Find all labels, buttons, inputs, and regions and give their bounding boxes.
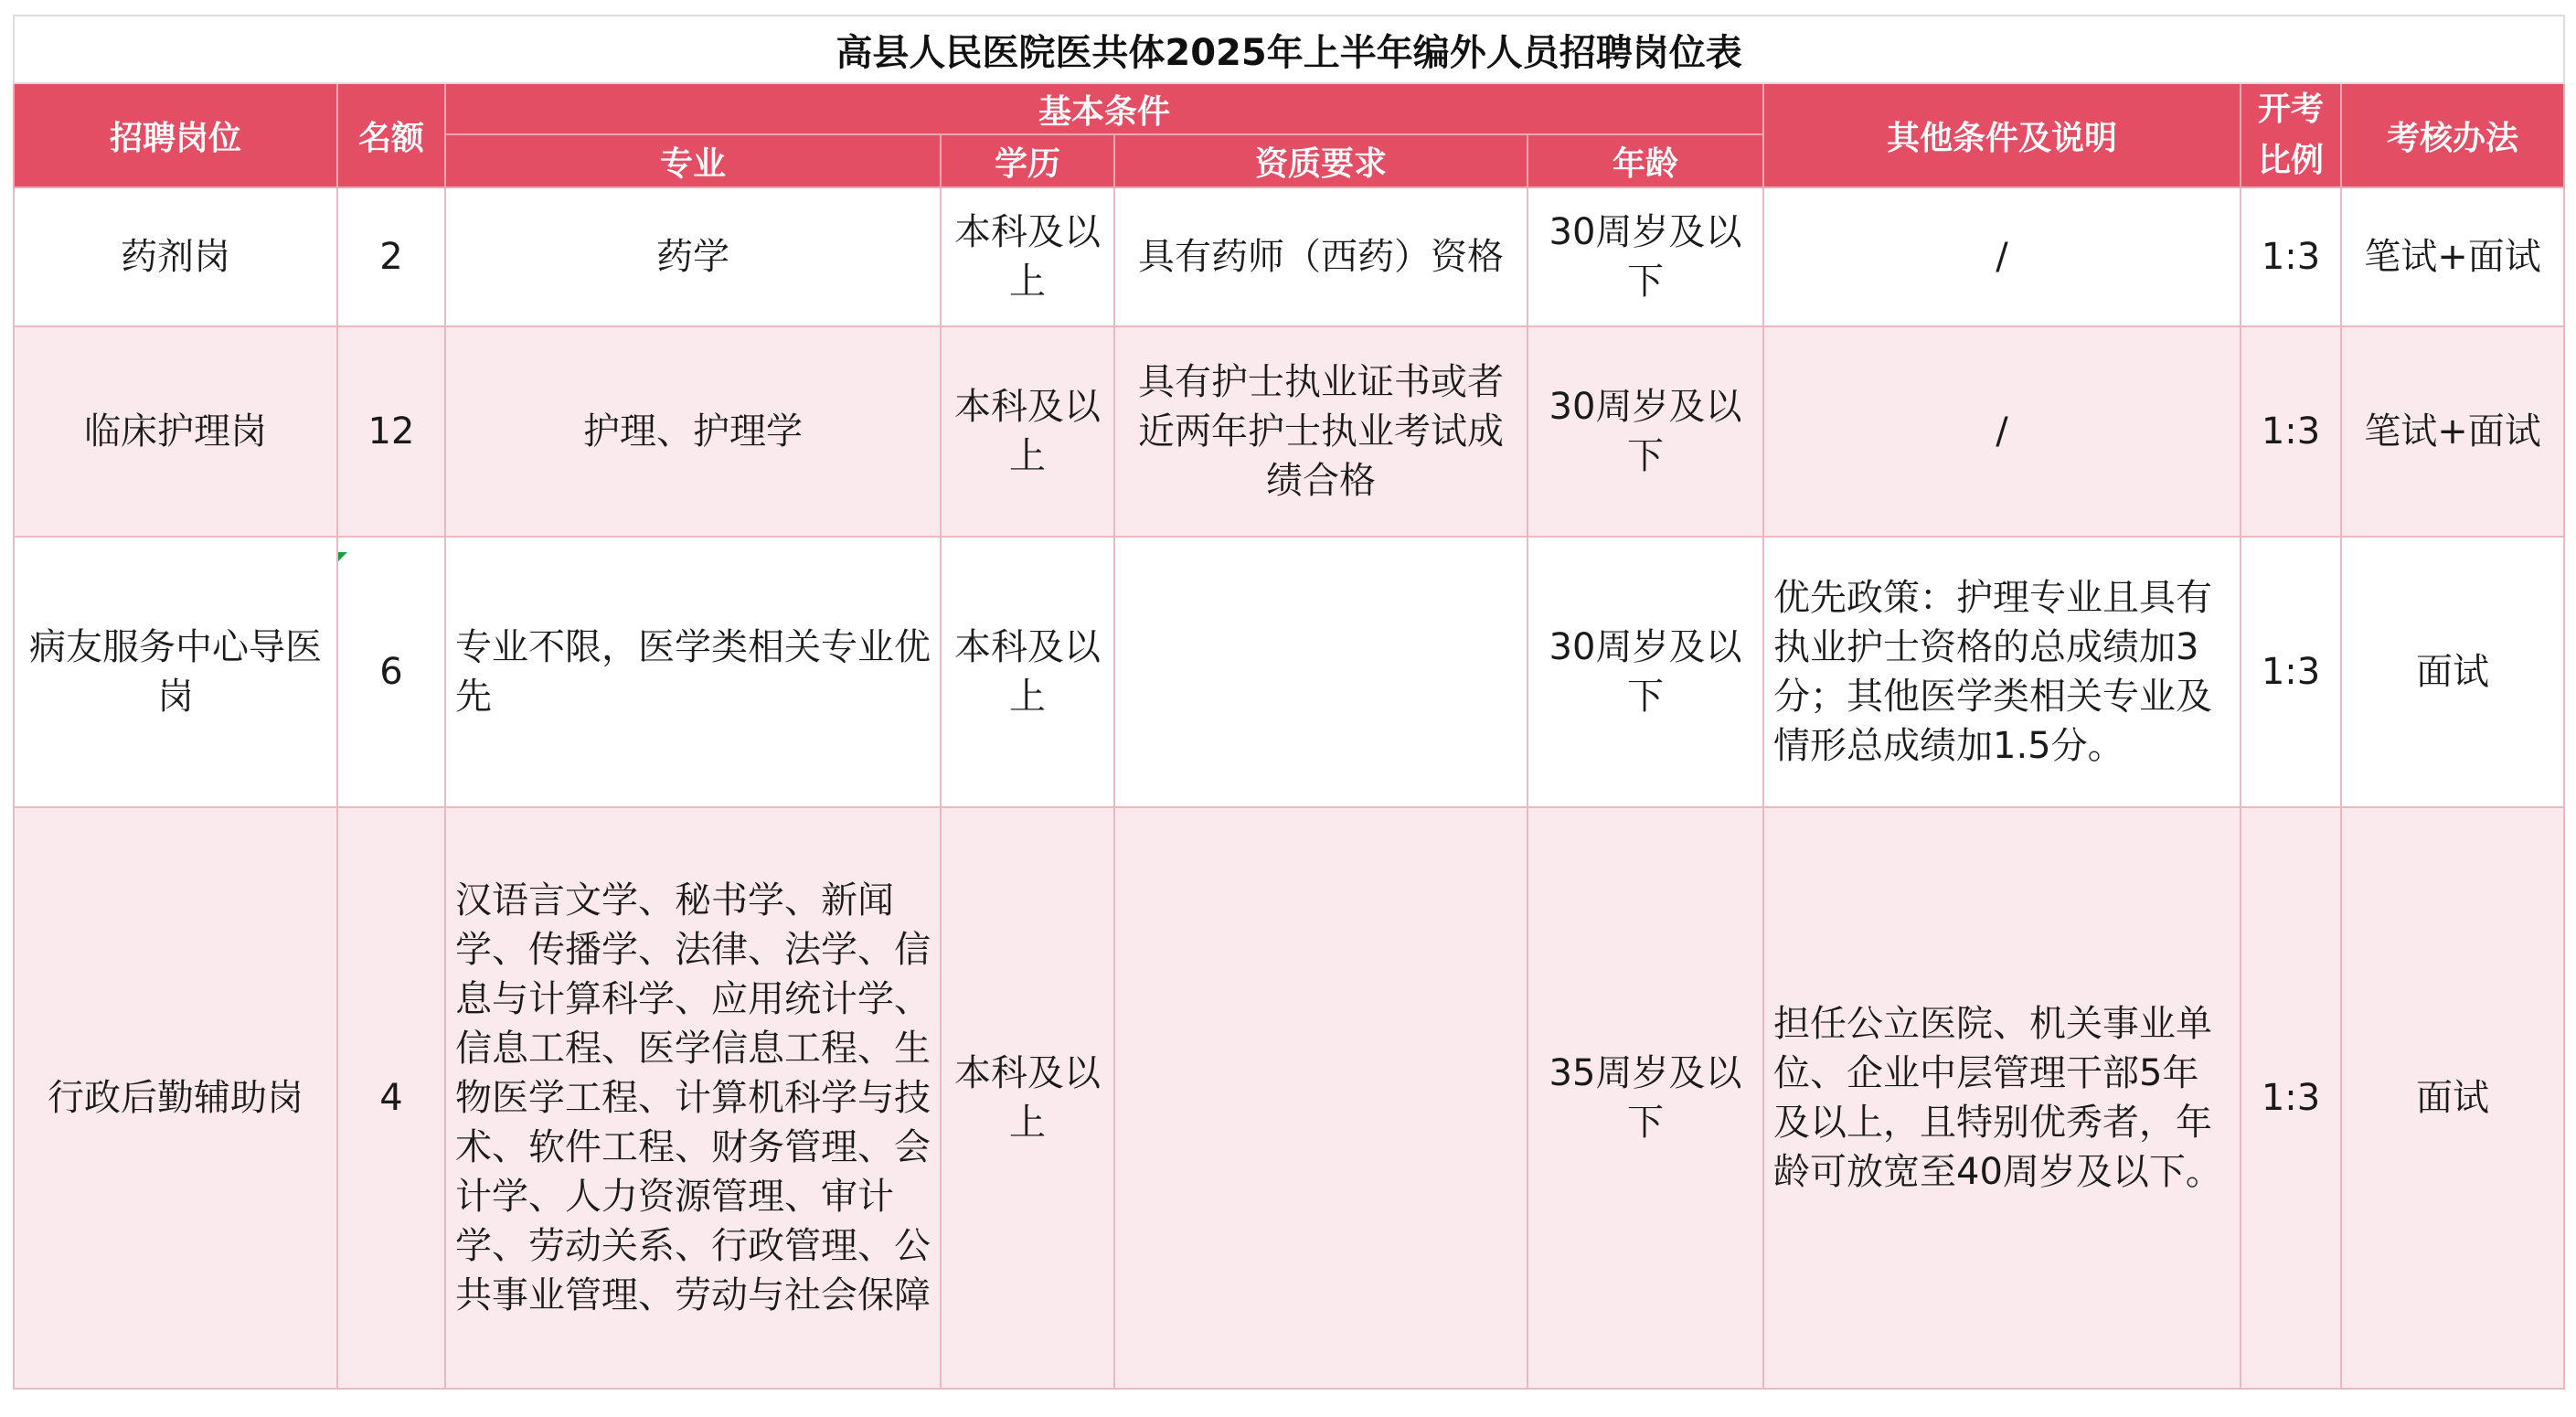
cell-major[interactable]: 汉语言文学、秘书学、新闻学、传播学、法律、法学、信息与计算科学、应用统计学、信息工程、医学信息工程、生物医学工程、计算机科学与技术、软件工程、财务管理、会计学、人力资源管理、审计学、劳动关系、行政管理、公共事业管理、劳动与社会保障	[445, 807, 941, 1389]
cell-assessment[interactable]: 面试	[2341, 537, 2564, 807]
cell-age[interactable]: 30周岁及以下	[1528, 326, 1763, 537]
table-title[interactable]: 高县人民医院医共体2025年上半年编外人员招聘岗位表	[14, 16, 2564, 83]
cell-position[interactable]: 药剂岗	[14, 187, 337, 326]
recruitment-table	[13, 15, 2565, 1390]
cell-position[interactable]: 行政后勤辅助岗	[14, 807, 337, 1389]
header-basic-conditions[interactable]: 基本条件	[445, 83, 1763, 134]
cell-other[interactable]: /	[1763, 326, 2241, 537]
header-position[interactable]: 招聘岗位	[14, 83, 337, 187]
header-exam-ratio-line2: 比例	[2257, 142, 2324, 179]
cell-ratio[interactable]: 1:3	[2241, 807, 2341, 1389]
cell-quota[interactable]: 4	[337, 807, 445, 1389]
header-quota[interactable]: 名额	[337, 83, 445, 187]
cell-other[interactable]: /	[1763, 187, 2241, 326]
cell-qualification[interactable]: 具有护士执业证书或者近两年护士执业考试成绩合格	[1114, 326, 1528, 537]
cell-education[interactable]: 本科及以上	[941, 187, 1114, 326]
cell-major[interactable]: 护理、护理学	[445, 326, 941, 537]
header-other-conditions[interactable]: 其他条件及说明	[1763, 83, 2241, 187]
header-exam-ratio-line1: 开考	[2257, 91, 2324, 128]
cell-major[interactable]: 专业不限，医学类相关专业优先	[445, 537, 941, 807]
table-row	[14, 537, 2564, 807]
recruitment-sheet	[13, 15, 2563, 1390]
cell-ratio[interactable]: 1:3	[2241, 187, 2341, 326]
cell-assessment[interactable]: 面试	[2341, 807, 2564, 1389]
cell-qualification[interactable]: 具有药师（西药）资格	[1114, 187, 1528, 326]
cell-education[interactable]: 本科及以上	[941, 537, 1114, 807]
comment-indicator-icon	[338, 552, 347, 561]
cell-ratio[interactable]: 1:3	[2241, 537, 2341, 807]
cell-other[interactable]: 优先政策：护理专业且具有执业护士资格的总成绩加3分；其他医学类相关专业及情形总成绩加1.5分。	[1763, 537, 2241, 807]
header-assessment[interactable]: 考核办法	[2341, 83, 2564, 187]
header-qualification[interactable]: 资质要求	[1114, 134, 1528, 187]
table-row	[14, 807, 2564, 1389]
table-row	[14, 326, 2564, 537]
cell-quota[interactable]: 6	[337, 537, 445, 807]
header-education[interactable]: 学历	[941, 134, 1114, 187]
cell-qualification[interactable]	[1114, 537, 1528, 807]
cell-major[interactable]: 药学	[445, 187, 941, 326]
header-exam-ratio[interactable]	[2241, 83, 2341, 187]
cell-education[interactable]: 本科及以上	[941, 326, 1114, 537]
cell-quota[interactable]: 2	[337, 187, 445, 326]
header-major[interactable]: 专业	[445, 134, 941, 187]
cell-age[interactable]: 30周岁及以下	[1528, 537, 1763, 807]
cell-age[interactable]: 30周岁及以下	[1528, 187, 1763, 326]
table-row	[14, 187, 2564, 326]
cell-assessment[interactable]: 笔试+面试	[2341, 187, 2564, 326]
header-age[interactable]: 年龄	[1528, 134, 1763, 187]
cell-qualification[interactable]	[1114, 807, 1528, 1389]
cell-age[interactable]: 35周岁及以下	[1528, 807, 1763, 1389]
cell-position[interactable]: 临床护理岗	[14, 326, 337, 537]
cell-position[interactable]: 病友服务中心导医岗	[14, 537, 337, 807]
cell-education[interactable]: 本科及以上	[941, 807, 1114, 1389]
cell-other[interactable]: 担任公立医院、机关事业单位、企业中层管理干部5年及以上，且特别优秀者，年龄可放宽至40周岁及以下。	[1763, 807, 2241, 1389]
cell-quota[interactable]: 12	[337, 326, 445, 537]
cell-assessment[interactable]: 笔试+面试	[2341, 326, 2564, 537]
cell-ratio[interactable]: 1:3	[2241, 326, 2341, 537]
